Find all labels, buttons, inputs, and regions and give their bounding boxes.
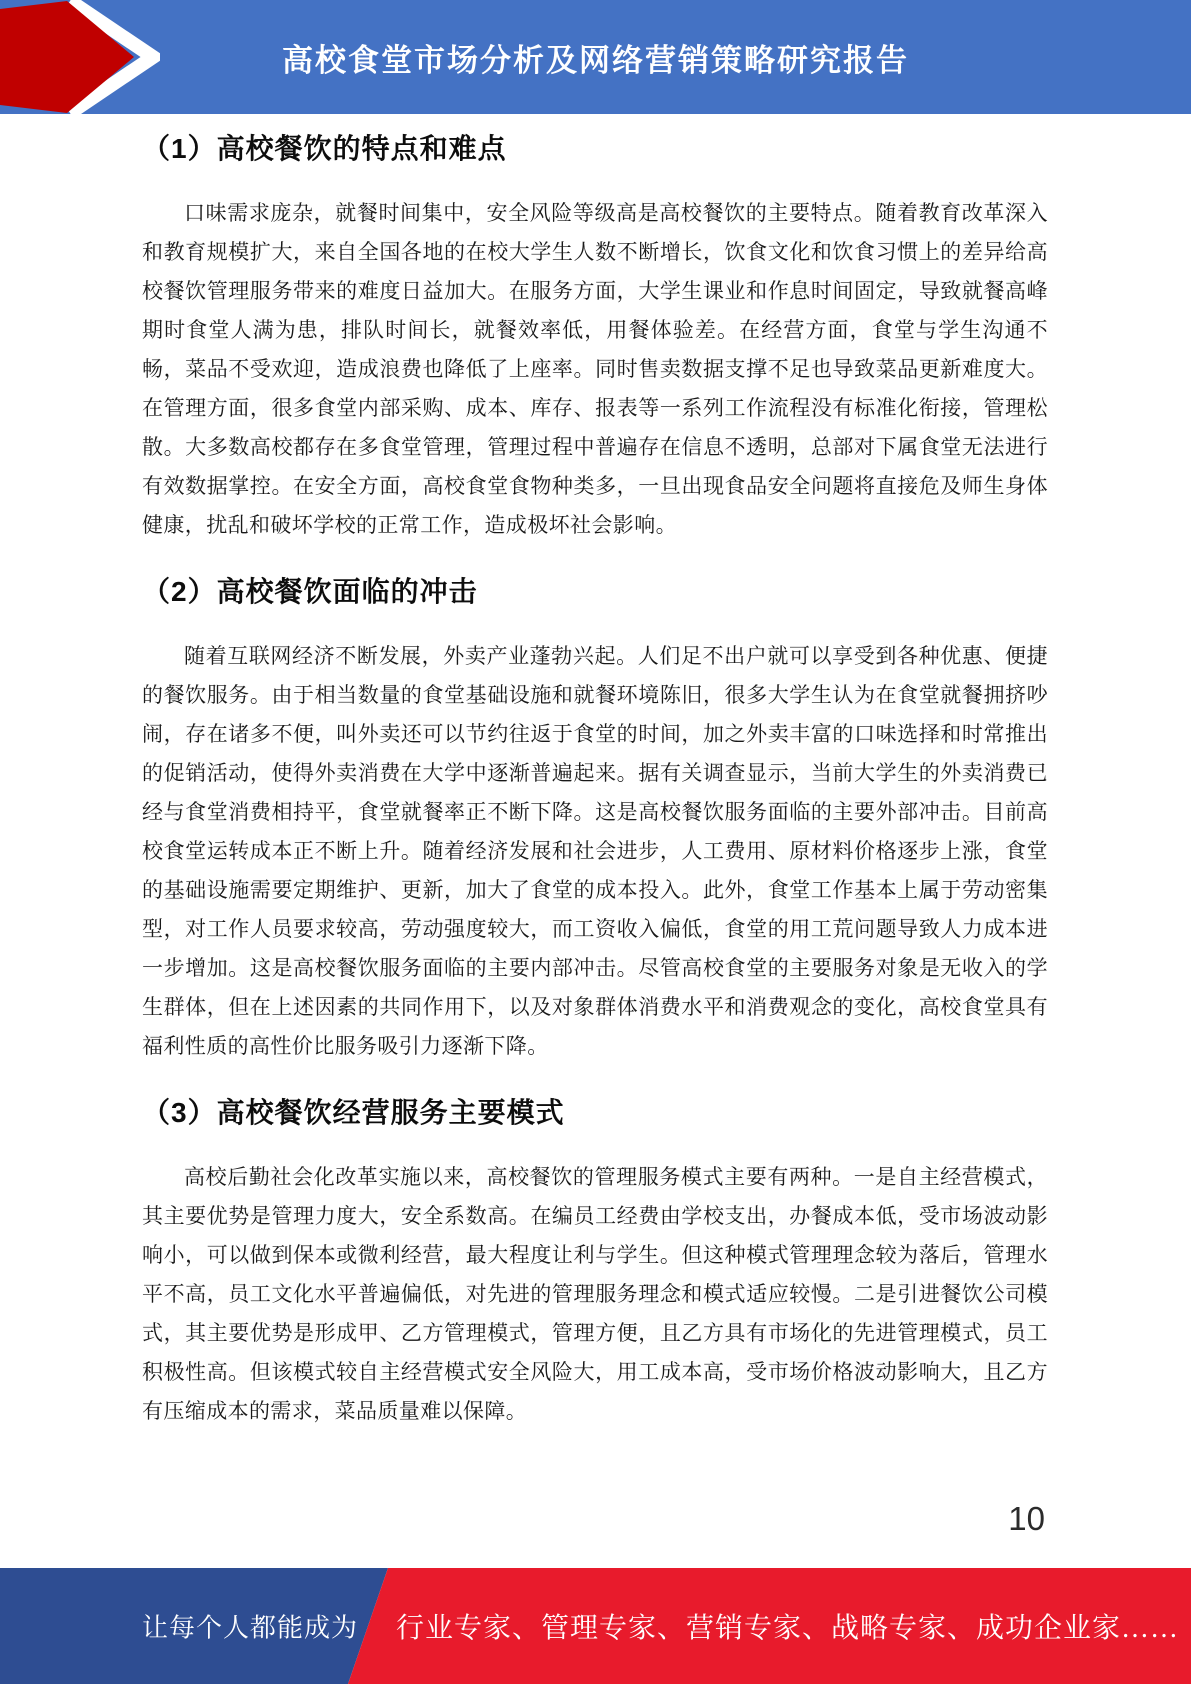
section-1-heading: （1）高校餐饮的特点和难点 xyxy=(142,133,507,164)
section-2-heading: （2）高校餐饮面临的冲击 xyxy=(142,576,478,607)
header-band xyxy=(0,0,1191,114)
footer-band xyxy=(0,1568,1191,1684)
section-3-heading: （3）高校餐饮经营服务主要模式 xyxy=(142,1097,565,1128)
document-body xyxy=(142,114,1048,1431)
page-number: 10 xyxy=(1008,1500,1045,1537)
section-2-paragraph: 随着互联网经济不断发展，外卖产业蓬勃兴起。人们足不出户就可以享受到各种优惠、便捷的餐饮服务。由于相当数量的食堂基础设施和就餐环境陈旧，很多大学生认为在食堂就餐拥挤吵闹，存在诸多不便，叫外卖还可以节约往返于食堂的时间，加之外卖丰富的口味选择和时常推出的促销活动，使得外卖消费在大学中逐渐普遍起来。据有关调查显示，当前大学生的外卖消费已经与食堂消费相持平，食堂就餐率正不断下降。这是高校餐饮服务面临的主要外部冲击。目前高校食堂运转成本正不断上升。随着经济发展和社会进步，人工费用、原材料价格逐步上涨，食堂的基础设施需要定期维护、更新，加大了食堂的成本投入。此外，食堂工作基本上属于劳动密集型，对工作人员要求较高，劳动强度较大，而工资收入偏低，食堂的用工荒问题导致人力成本进一步增加。这是高校餐饮服务面临的主要内部冲击。尽管高校食堂的主要服务对象是无收入的学生群体，但在上述因素的共同作用下，以及对象群体消费水平和消费观念的变化，高校食堂具有福利性质的高性价比服务吸引力逐渐下降。 xyxy=(142,644,1048,1058)
footer-slogan-left: 让每个人都能成为 xyxy=(142,1613,359,1643)
section-3-paragraph: 高校后勤社会化改革实施以来，高校餐饮的管理服务模式主要有两种。一是自主经营模式，其主要优势是管理力度大，安全系数高。在编员工经费由学校支出，办餐成本低，受市场波动影响小，可以做到保本或微利经营，最大程度让利与学生。但这种模式管理理念较为落后，管理水平不高，员工文化水平普遍偏低，对先进的管理服务理念和模式适应较慢。二是引进餐饮公司模式，其主要优势是形成甲、乙方管理模式，管理方便，且乙方具有市场化的先进管理模式，员工积极性高。但该模式较自主经营模式安全风险大，用工成本高，受市场价格波动影响大，且乙方有压缩成本的需求，菜品质量难以保障。 xyxy=(142,1165,1048,1423)
section-1-paragraph: 口味需求庞杂，就餐时间集中，安全风险等级高是高校餐饮的主要特点。随着教育改革深入和教育规模扩大，来自全国各地的在校大学生人数不断增长，饮食文化和饮食习惯上的差异给高校餐饮管理服务带来的难度日益加大。在服务方面，大学生课业和作息时间固定，导致就餐高峰期时食堂人满为患，排队时间长，就餐效率低，用餐体验差。在经营方面，食堂与学生沟通不畅，菜品不受欢迎，造成浪费也降低了上座率。同时售卖数据支撑不足也导致菜品更新难度大。在管理方面，很多食堂内部采购、成本、库存、报表等一系列工作流程没有标准化衔接，管理松散。大多数高校都存在多食堂管理，管理过程中普遍存在信息不透明，总部对下属食堂无法进行有效数据掌控。在安全方面，高校食堂食物种类多，一旦出现食品安全问题将直接危及师生身体健康，扰乱和破坏学校的正常工作，造成极坏社会影响。 xyxy=(142,201,1048,537)
report-title: 高校食堂市场分析及网络营销策略研究报告 xyxy=(282,42,909,78)
footer-slogan-right: 行业专家、管理专家、营销专家、战略专家、成功企业家…… xyxy=(396,1613,1180,1644)
